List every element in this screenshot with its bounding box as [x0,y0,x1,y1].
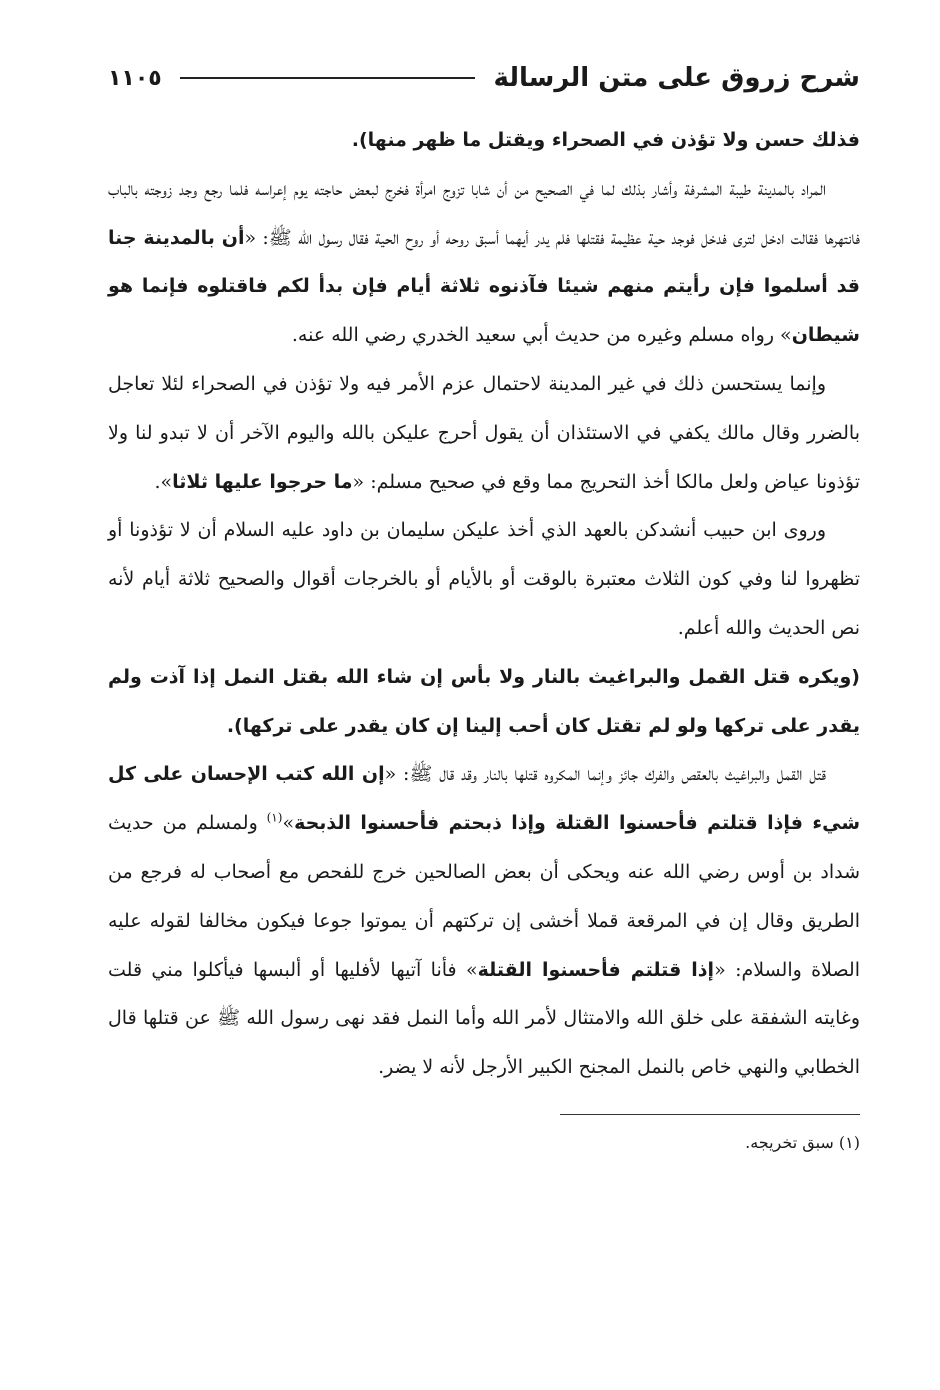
paragraph-1 [108,116,860,165]
commentary-text: قتل القمل والبراغيث بالعقص والفرك جائز وإنما المكروه قتلها بالنار وقد قال ﷺ: « [384,763,826,786]
footnote-rule [560,1114,860,1115]
commentary-text: وروى ابن حبيب أنشدكن بالعهد الذي أخذ عليكن سليمان بن داود عليه السلام أن لا تؤذونا أو تظهروا لنا وفي كون الثلاث معتبرة بالوقت أو بالأيام أو بالخرجات أقوال والصحيح ثلاثة أيام لأنه نص الحديث والله أعلم. [108,519,860,639]
commentary-text: المراد بالمدينة طيبة المشرفة وأشار بذلك لما في الصحيح من أن شابا تزوج امرأة فخرج لبعض حاجته يوم إعراسه فلما رجع وجد زوجته بالباب فانتهرها فقالت ادخل لترى فدخل فوجد حية عظيمة فقتلها فلم يدر أيهما أسبق روحه أو روح الحية فقال رسول الله ﷺ: « [108,177,860,249]
commentary-text: ». [154,470,173,493]
body-text [108,116,860,1092]
paragraph-3 [108,360,860,506]
running-head: شرح زروق على متن الرسالة [493,63,860,93]
hadith-text: ما حرجوا عليها ثلاثا [172,470,353,493]
commentary-text: » فأنا آتيها لأفليها أو ألبسها فيأكلوا مني قلت وغايته الشفقة على خلق الله والامتثال لأمر الله وأما النمل فقد نهى رسول الله ﷺ عن قتلها قال الخطابي والنهي خاص بالنمل المجنح الكبير الأرجل لأنه لا يضر. [108,958,860,1079]
matn-text: (ويكره قتل القمل والبراغيث بالنار ولا بأس إن شاء الله بقتل النمل إذا آذت ولم يقدر على تركها ولو لم تقتل كان أحب إلينا إن كان يقدر على تركها). [108,665,860,737]
page-number: ١١٠٥ [108,65,162,91]
paragraph-2 [108,165,860,360]
matn-text: فذلك حسن ولا تؤذن في الصحراء ويقتل ما ظهر منها). [351,129,860,151]
paragraph-5 [108,653,860,751]
page-header [108,58,860,98]
commentary-text: » [282,812,295,835]
commentary-text: ولمسلم من حديث شداد بن أوس رضي الله عنه ويحكى أن بعض الصالحين خرج للفحص مع أصحاب له فرجع من الطريق وقال إن في المرقعة قملا أخشى إن تركتهم أن يموتوا جوعا فيكون مخالفا لقوله عليه الصلاة والسلام: « [108,812,861,981]
paragraph-4 [108,506,860,652]
hadith-text: أن بالمدينة جنا قد أسلموا فإن رأيتم منهم شيئا فآذنوه ثلاثة أيام فإن بدأ لكم فاقتلوه فإنما هو شيطان [108,226,860,347]
commentary-text: وإنما يستحسن ذلك في غير المدينة لاحتمال عزم الأمر فيه ولا تؤذن في الصحراء لئلا تعاجل بالضرر وقال مالك يكفي في الاستئذان أن يقول أحرج عليكن بالله واليوم الآخر أن لا تبدو لنا ولا تؤذونا عياض ولعل مالكا أخذ التحريج مما وقع في صحيح مسلم: « [108,372,860,493]
hadith-text: إن الله كتب الإحسان على كل شيء فإذا قتلتم فأحسنوا القتلة وإذا ذبحتم فأحسنوا الذبحة [108,763,860,835]
paragraph-6 [108,750,860,1092]
footnote-ref: (١) [266,810,283,825]
hadith-text: إذا قتلتم فأحسنوا القتلة [477,958,715,981]
footnote: (١) سبق تخريجه. [745,1132,860,1152]
commentary-text: » رواه مسلم وغيره من حديث أبي سعيد الخدري رضي الله عنه. [291,324,792,347]
header-rule [180,77,476,79]
